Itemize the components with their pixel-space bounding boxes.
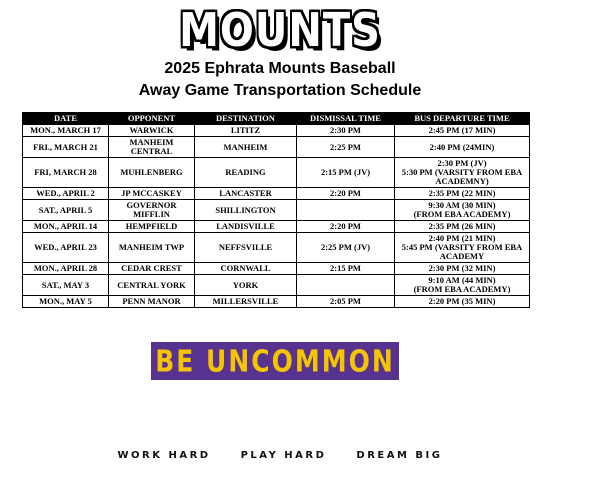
bus-departure-line: 9:10 AM (44 MIN) (428, 275, 496, 285)
bus-departure-line: 2:40 PM (24MIN) (429, 141, 495, 152)
bus-departure-line: 2:40 PM (21 MIN) (428, 233, 496, 243)
dismissal-cell: 2:05 PM (297, 296, 395, 308)
motto-item: PLAY HARD (240, 450, 327, 461)
table-row (23, 200, 530, 221)
bus-departure-cell (395, 221, 530, 233)
bus-departure-line: 9:30 AM (30 MIN) (428, 200, 496, 210)
bus-departure-cell (395, 188, 530, 200)
dismissal-cell: 2:30 PM (297, 125, 395, 137)
motto-item: WORK HARD (117, 450, 211, 461)
bus-departure-line: 2:20 PM (35 MIN) (428, 296, 496, 306)
destination-cell: MANHEIM (195, 137, 297, 158)
dismissal-cell: 2:25 PM (297, 137, 395, 158)
bus-departure-cell (395, 296, 530, 308)
bus-departure-cell (395, 200, 530, 221)
opponent-cell: GOVERNOR MIFFLIN (109, 200, 195, 221)
bus-departure-cell (395, 275, 530, 296)
bus-departure-cell (395, 137, 530, 158)
bus-departure-line: 2:30 PM (32 MIN) (428, 263, 496, 273)
destination-cell: NEFFSVILLE (195, 233, 297, 263)
schedule-rows (23, 125, 530, 308)
date-cell: MON., MARCH 17 (23, 125, 109, 137)
logo-text: MOUNTS (179, 4, 381, 58)
date-cell: FRI, MARCH 28 (23, 158, 109, 188)
header-dismissal-time: DISMISSAL TIME (297, 113, 395, 125)
dismissal-cell: 2:15 PM (297, 263, 395, 275)
bus-departure-cell (395, 233, 530, 263)
table-row (23, 125, 530, 137)
dismissal-cell (297, 200, 395, 221)
be-uncommon-banner (151, 342, 399, 380)
destination-cell: CORNWALL (195, 263, 297, 275)
header-bus-departure-time: BUS DEPARTURE TIME (395, 113, 530, 125)
bus-departure-line: 2:30 PM (JV) (437, 158, 487, 168)
schedule-table (22, 112, 530, 308)
date-cell: FRI., MARCH 21 (23, 137, 109, 158)
table-row (23, 263, 530, 275)
table-row (23, 158, 530, 188)
header-destination: DESTINATION (195, 113, 297, 125)
bus-departure-line: 2:45 PM (17 MIN) (428, 125, 496, 135)
destination-cell: LANCASTER (195, 188, 297, 200)
bus-departure-cell (395, 263, 530, 275)
bus-departure-line: 5:45 PM (VARSITY FROM EBA ACADEMY (401, 242, 523, 261)
table-row (23, 275, 530, 296)
table-row (23, 233, 530, 263)
destination-cell: SHILLINGTON (195, 200, 297, 221)
date-cell: SAT., APRIL 5 (23, 200, 109, 221)
opponent-cell: MANHEIM TWP (109, 233, 195, 263)
date-cell: SAT., MAY 3 (23, 275, 109, 296)
opponent-cell: WARWICK (109, 125, 195, 137)
opponent-cell: CEDAR CREST (109, 263, 195, 275)
opponent-cell: CENTRAL YORK (109, 275, 195, 296)
bus-departure-line: 2:35 PM (26 MIN) (428, 221, 496, 231)
schedule-subtitle: Away Game Transportation Schedule (138, 82, 422, 99)
banner-text: BE UNCOMMON (155, 343, 395, 379)
destination-cell: MILLERSVILLE (195, 296, 297, 308)
date-cell: MON., MAY 5 (23, 296, 109, 308)
bus-departure-cell (395, 158, 530, 188)
motto (0, 450, 560, 461)
schedule-title: 2025 Ephrata Mounts Baseball (164, 60, 396, 77)
mounts-logo (0, 5, 560, 58)
header-row (23, 113, 530, 125)
dismissal-cell (297, 275, 395, 296)
date-cell: WED., APRIL 23 (23, 233, 109, 263)
date-cell: WED., APRIL 2 (23, 188, 109, 200)
date-cell: MON., APRIL 28 (23, 263, 109, 275)
destination-cell: READING (195, 158, 297, 188)
motto-item: DREAM BIG (356, 450, 443, 461)
opponent-cell: JP MCCASKEY (109, 188, 195, 200)
dismissal-cell: 2:20 PM (297, 221, 395, 233)
destination-cell: YORK (195, 275, 297, 296)
bus-departure-line: (FROM EBA ACADEMY) (413, 284, 511, 294)
opponent-cell: HEMPFIELD (109, 221, 195, 233)
table-row (23, 188, 530, 200)
destination-cell: LANDISVILLE (195, 221, 297, 233)
dismissal-cell: 2:25 PM (JV) (297, 233, 395, 263)
header-opponent: OPPONENT (109, 113, 195, 125)
opponent-cell: MANHEIM CENTRAL (109, 137, 195, 158)
table-row (23, 296, 530, 308)
bus-departure-line: 5:30 PM (VARSITY FROM EBA ACADEMNY) (401, 167, 523, 186)
opponent-cell: PENN MANOR (109, 296, 195, 308)
bus-departure-line: 2:35 PM (22 MIN) (428, 188, 496, 198)
table-row (23, 137, 530, 158)
bus-departure-line: (FROM EBA ACADEMY) (413, 209, 511, 219)
dismissal-cell: 2:20 PM (297, 188, 395, 200)
destination-cell: LITITZ (195, 125, 297, 137)
date-cell: MON., APRIL 14 (23, 221, 109, 233)
opponent-cell: MUHLENBERG (109, 158, 195, 188)
table-row (23, 221, 530, 233)
dismissal-cell: 2:15 PM (JV) (297, 158, 395, 188)
bus-departure-cell (395, 125, 530, 137)
header-date: DATE (23, 113, 109, 125)
